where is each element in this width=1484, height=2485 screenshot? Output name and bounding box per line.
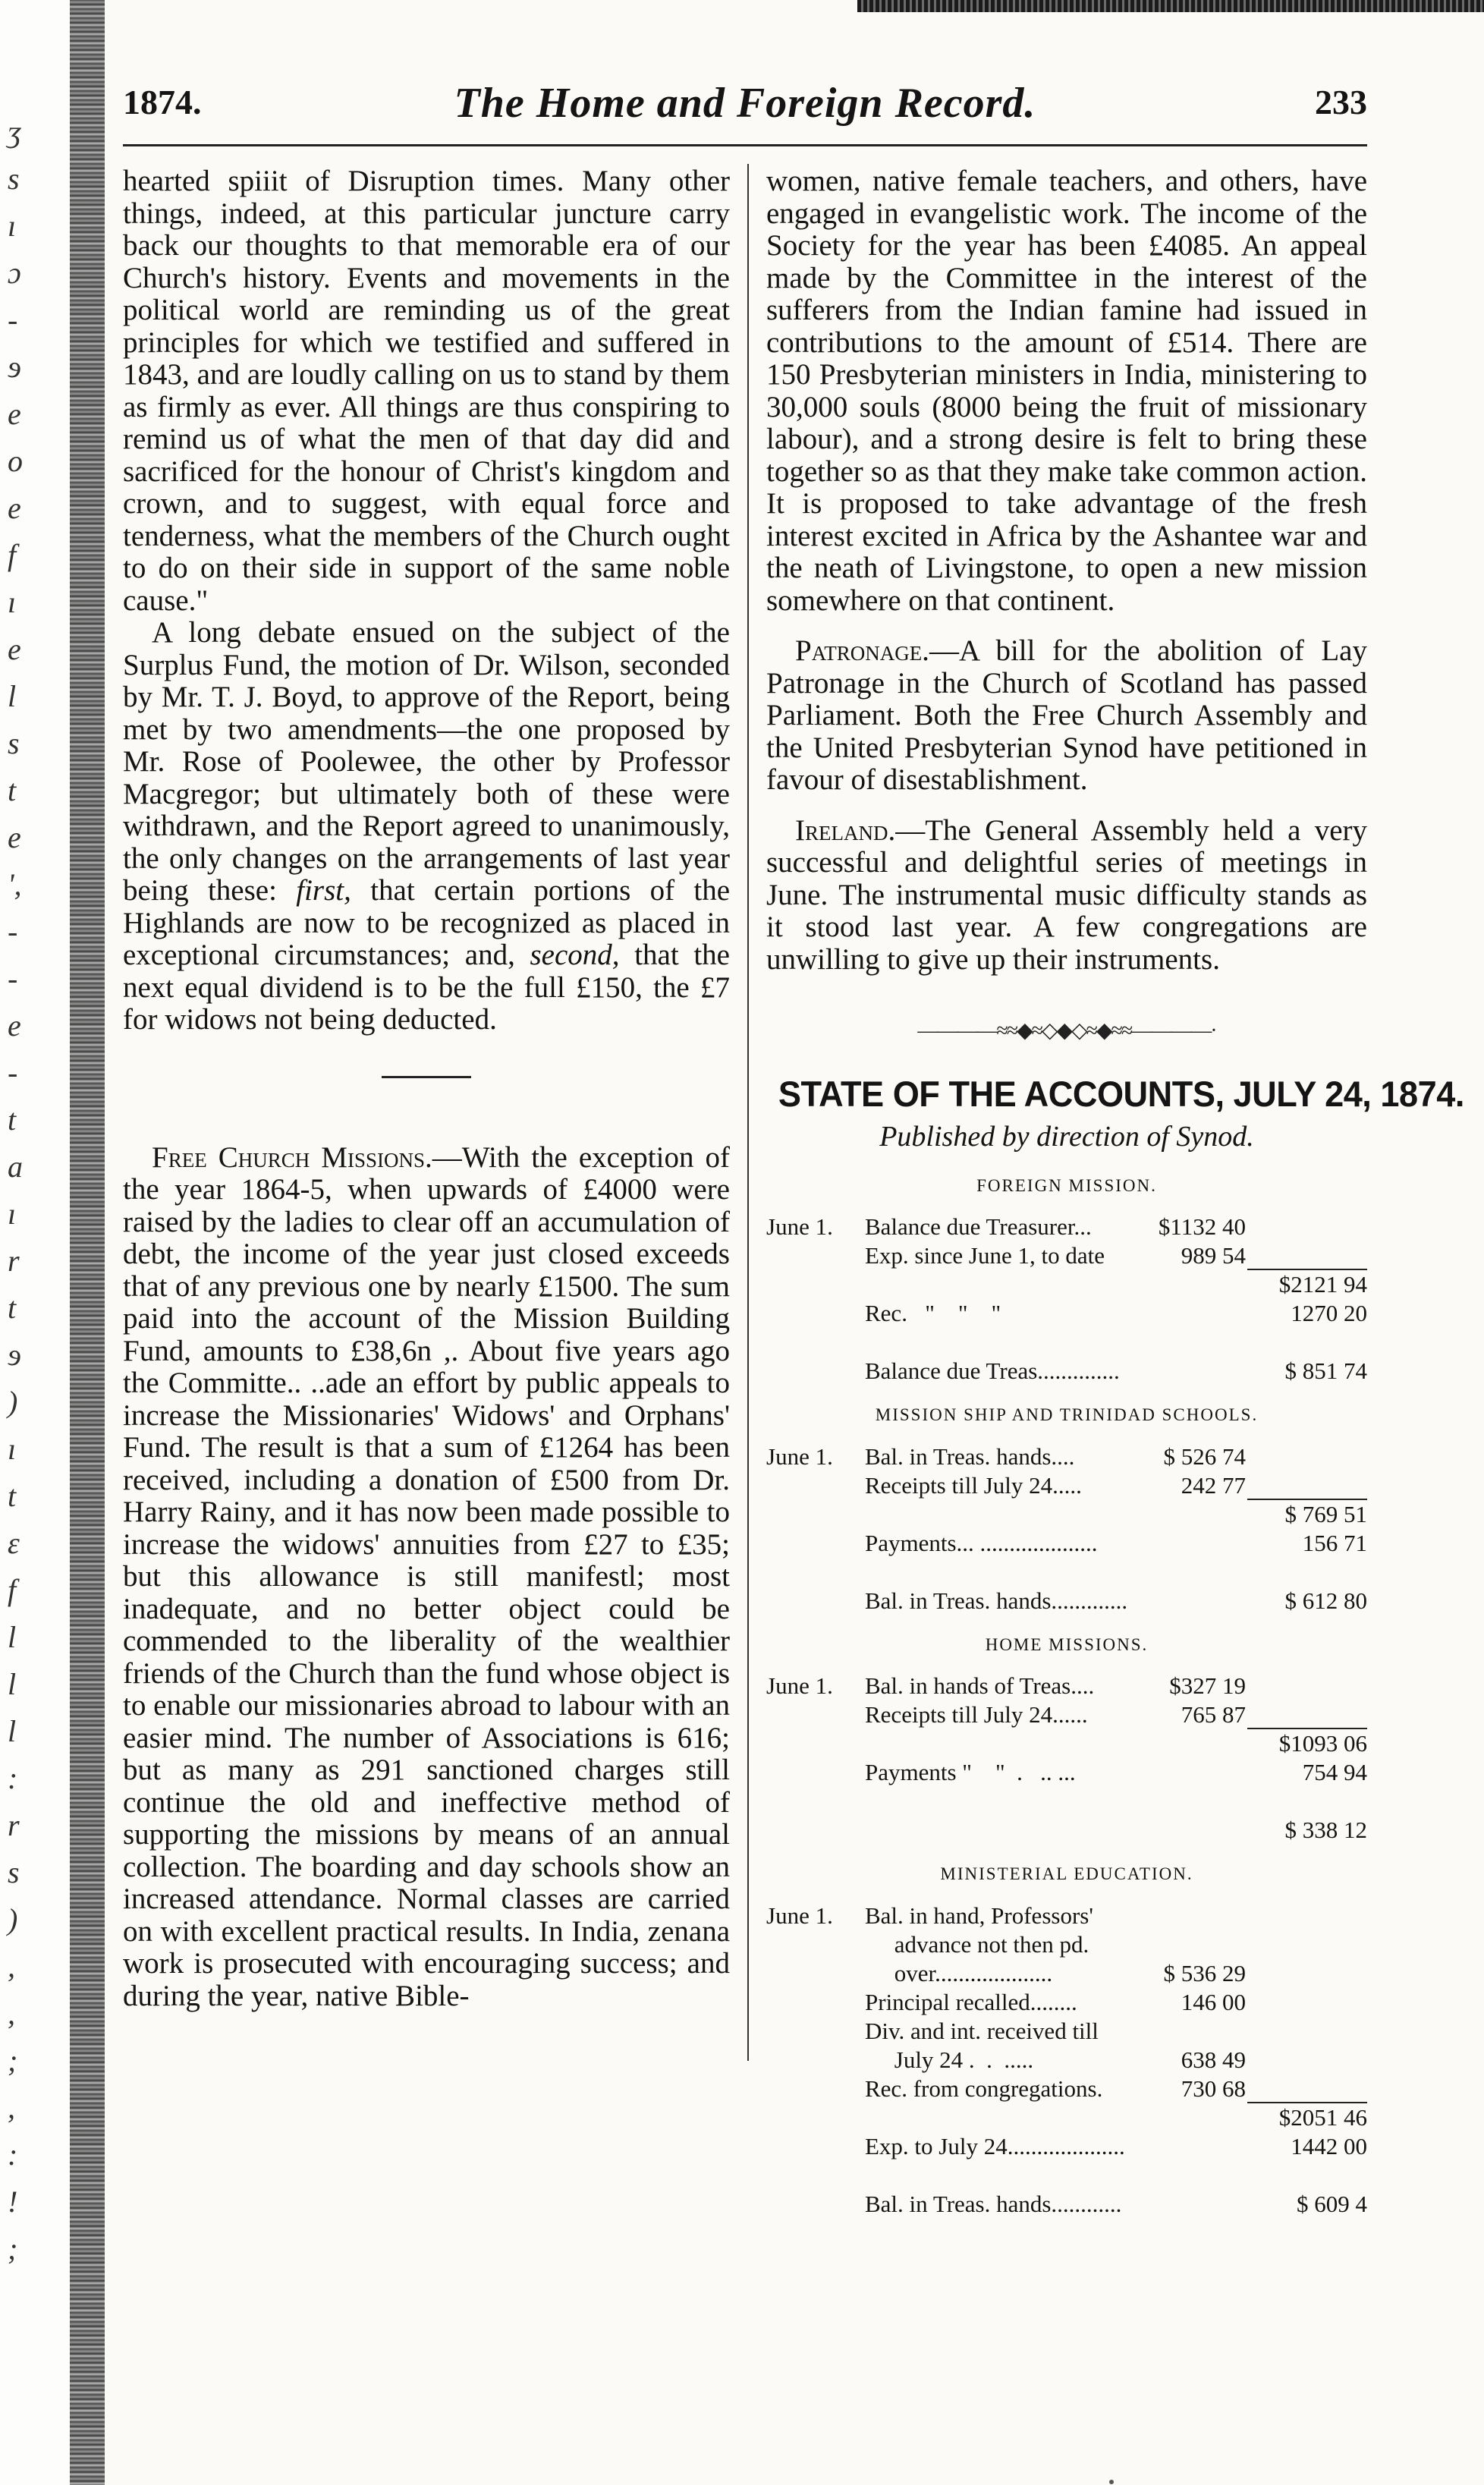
section-heading-missions: Free Church Missions. [152, 1140, 432, 1174]
gutter-mark: e [8, 491, 21, 525]
gutter-mark: ı [8, 1432, 17, 1466]
paragraph-ireland: Ireland.—The General Assembly held a very successful and delightful series of meetings in June. The instrumental music difficulty stands as it stood last year. A few congregations are unwilling to give up their instruments. [766, 813, 1367, 976]
gutter-mark: ) [8, 1385, 18, 1419]
accounts-row [766, 1442, 1367, 1471]
row-label: advance not then pd. [865, 1930, 1089, 1958]
gutter-mark: l [8, 1620, 17, 1654]
section-heading-patronage: Patronage. [795, 634, 929, 667]
accounts-row [766, 1729, 1367, 1758]
accounts-row [766, 1241, 1367, 1270]
accounts-section-heading: MISSION SHIP AND TRINIDAD SCHOOLS. [875, 1405, 1259, 1424]
accounts-row [766, 1787, 1367, 1816]
running-header [123, 82, 1367, 127]
sum-rule [1247, 1269, 1367, 1270]
row-amount: 242 77 [1181, 1471, 1246, 1499]
row-label: Principal recalled........ [865, 1988, 1077, 2015]
row-date: June 1. [766, 1901, 833, 1929]
gutter-mark: r [8, 1244, 20, 1278]
accounts-section-heading: HOME MISSIONS. [985, 1634, 1149, 1654]
row-label: July 24 . . ..... [865, 2046, 1034, 2073]
accounts-row [766, 2132, 1367, 2161]
row-label: Exp. to July 24.................... [865, 2132, 1125, 2159]
gutter-mark: s [8, 726, 20, 760]
sum-rule [1247, 2102, 1367, 2103]
row-total: $ 612 80 [1284, 1587, 1367, 1614]
header-year: 1874. [123, 83, 202, 121]
gutter-mark: ı [8, 209, 17, 243]
gutter-mark: , [8, 2090, 15, 2125]
scan-edge-bar [857, 0, 1484, 12]
accounts-row [766, 1758, 1367, 1787]
accounts-row [766, 1558, 1367, 1587]
gutter-mark: - [8, 961, 18, 996]
row-date: June 1. [766, 1442, 833, 1470]
row-label: Bal. in hand, Professors' [865, 1901, 1093, 1929]
gutter-mark: - [8, 914, 18, 948]
row-label: Bal. in hands of Treas.... [865, 1672, 1095, 1699]
row-label: Rec. from congregations. [865, 2075, 1103, 2102]
row-amount: 989 54 [1181, 1242, 1246, 1269]
row-label: Receipts till July 24...... [865, 1701, 1088, 1728]
row-label: Payments... .................... [865, 1529, 1098, 1556]
accounts-row [766, 1700, 1367, 1729]
column-divider [747, 164, 749, 2061]
gutter-mark: ! [8, 2185, 18, 2219]
accounts-row [766, 2017, 1367, 2046]
right-column [766, 165, 1464, 2219]
accounts-row [766, 2190, 1367, 2219]
gutter-mark: ; [8, 2232, 18, 2266]
paragraph-disruption: hearted spiiit of Disruption times. Many other things, indeed, at this particular juncture carry back our thoughts to that memorable era of our Church's history. Events and movements in the political world are reminding us of the great principles for which we testified and suffered in 1843, and are loudly calling on us to stand by them as firmly as ever. All things are thus conspiring to remind us of what the men of that day did and sacrificed for the honour of Christ's kingdom and crown, and to suggest, with equal force and tenderness, what the members of the Church ought to do on their side in support of the same noble cause." [123, 165, 730, 617]
row-total: $ 338 12 [1284, 1817, 1367, 1843]
stray-mark [1109, 2480, 1114, 2484]
gutter-mark: r [8, 1808, 20, 1842]
row-amount: $ 526 74 [1163, 1442, 1246, 1470]
accounts-row [766, 1672, 1367, 1700]
accounts-row [766, 2161, 1367, 2190]
gutter-mark: : [8, 2137, 18, 2172]
accounts-table [766, 1170, 1367, 2219]
sum-rule [1247, 1499, 1367, 1500]
row-label: Balance due Treas.............. [865, 1357, 1120, 1384]
gutter-mark: - [8, 1055, 18, 1090]
row-total: 156 71 [1302, 1529, 1367, 1556]
gutter-mark: e [8, 397, 21, 431]
gutter-mark: , [8, 1949, 15, 1983]
accounts-row [766, 1988, 1367, 2017]
accounts-subtitle: Published by direction of Synod. [879, 1121, 1254, 1153]
gutter-mark: o [8, 444, 23, 478]
gutter-mark: : [8, 1761, 18, 1795]
accounts-row [766, 1357, 1367, 1386]
gutter-mark: ) [8, 1902, 18, 1936]
row-total: $2051 46 [1278, 2103, 1367, 2131]
section-heading-ireland: Ireland. [795, 813, 896, 847]
row-total: $ 851 74 [1284, 1357, 1367, 1384]
accounts-section-heading: FOREIGN MISSION. [976, 1175, 1157, 1195]
gutter-mark: , [8, 1996, 15, 2030]
accounts-row [766, 1328, 1367, 1357]
accounts-row [766, 2046, 1367, 2075]
gutter-mark: ɔ [8, 256, 21, 290]
gutter-mark: ı [8, 1197, 17, 1231]
row-label: Bal. in Treas. hands............. [865, 1587, 1128, 1614]
gutter-mark: s [8, 1855, 20, 1889]
accounts-row [766, 1270, 1367, 1299]
gutter-mark: ı [8, 585, 17, 619]
section-divider-rule [382, 1076, 471, 1078]
row-label: Balance due Treasurer... [865, 1213, 1092, 1240]
accounts-row [766, 1816, 1367, 1845]
gutter-mark: ɘ [8, 1338, 21, 1372]
row-total: $ 769 51 [1284, 1500, 1367, 1527]
header-page-number: 233 [1315, 83, 1367, 121]
gutter-mark: t [8, 1103, 17, 1137]
row-label: Bal. in Treas. hands.... [865, 1442, 1075, 1470]
row-total: 1270 20 [1291, 1300, 1367, 1326]
gutter-mark: f [8, 538, 17, 572]
accounts-row [766, 1930, 1367, 1959]
gutter-mark: ɘ [8, 350, 21, 384]
row-label: Exp. since June 1, to date [865, 1242, 1105, 1269]
header-rule [123, 144, 1367, 146]
accounts-row [766, 1213, 1367, 1241]
gutter-mark: e [8, 820, 21, 854]
accounts-row [766, 2103, 1367, 2132]
gutter-mark: l [8, 1667, 17, 1701]
row-date: June 1. [766, 1672, 833, 1699]
row-total: $2121 94 [1278, 1271, 1367, 1298]
row-amount: 730 68 [1181, 2075, 1246, 2102]
ornamental-divider: ————≈≈◆≈◇◆◇≈◆≈≈————· [917, 1019, 1216, 1043]
accounts-row [766, 1471, 1367, 1500]
paragraph-patronage: Patronage.—A bill for the abolition of Lay Patronage in the Church of Scotland has passed Parliament. Both the Free Church Assembly and the United Presbyterian Synod have petitioned in favour of disestablishment. [766, 634, 1367, 796]
accounts-row [766, 1959, 1367, 1988]
row-amount: $327 19 [1169, 1672, 1246, 1699]
row-total: 754 94 [1302, 1759, 1367, 1785]
paragraph-bible-women: women, native female teachers, and others, have engaged in evangelistic work. The income of the Society for the year has been £4085. An appeal made by the Committee in the interest of the sufferers from the Indian famine had issued in contributions to the amount of £514. There are 150 Presbyterian ministers in India, ministering to 30,000 souls (8000 being the fruit of missionary labour), and a strong desire is felt to bring these together so as that they make take common action. It is proposed to take advantage of the fresh interest excited in Africa by the Ashantee war and the neath of Livingstone, to open a new mission somewhere on that continent. [766, 165, 1367, 617]
row-total: 1442 00 [1291, 2132, 1367, 2159]
gutter-mark: a [8, 1150, 23, 1184]
row-label: Receipts till July 24..... [865, 1471, 1082, 1499]
gutter-mark: t [8, 1291, 17, 1325]
gutter-mark: t [8, 1479, 17, 1513]
row-amount: $1132 40 [1158, 1213, 1246, 1240]
gutter-mark: ; [8, 2043, 18, 2078]
row-total: $1093 06 [1278, 1730, 1367, 1757]
row-label: Rec. " " " [865, 1300, 1001, 1326]
accounts-row [766, 2075, 1367, 2103]
accounts-row [766, 1299, 1367, 1328]
gutter-mark: - [8, 303, 18, 337]
accounts-section-heading: MINISTERIAL EDUCATION. [940, 1864, 1193, 1883]
accounts-row [766, 1587, 1367, 1615]
row-label: Payments " " . .. ... [865, 1759, 1076, 1785]
row-total: $ 609 4 [1297, 2190, 1367, 2217]
gutter-mark: l [8, 679, 17, 713]
accounts-title: STATE OF THE ACCOUNTS, JULY 24, 1874. [778, 1073, 1464, 1114]
header-title: The Home and Foreign Record. [454, 80, 1036, 127]
paragraph-surplus-fund: A long debate ensued on the subject of the Surplus Fund, the motion of Dr. Wilson, seconded by Mr. T. J. Boyd, to approve of the Report, being met by two amendments—the one proposed by Mr. Rose of Poolewee, the other by Professor Macgregor; but ultimately both of these were withdrawn, and the Report agreed to unanimously, the only changes on the arrangements of last year being these: first, that certain portions of the Highlands are now to be recognized as placed in exceptional circumstances; and, second, that the next equal dividend is to be the full £150, the £7 for widows not being deducted. [123, 616, 731, 1036]
gutter-mark: t [8, 773, 17, 807]
gutter-mark: s [8, 162, 20, 196]
accounts-row [766, 1529, 1367, 1558]
accounts-row [766, 1500, 1367, 1529]
accounts-row [766, 1901, 1367, 1930]
row-amount: 146 00 [1181, 1988, 1246, 2015]
gutter-mark: l [8, 1714, 17, 1748]
row-amount: $ 536 29 [1163, 1959, 1246, 1986]
gutter-mark: e [8, 632, 21, 666]
page-binding-edge [70, 0, 105, 2485]
row-date: June 1. [766, 1213, 833, 1240]
row-label: over.................... [865, 1959, 1053, 1986]
row-amount: 765 87 [1181, 1701, 1246, 1728]
gutter-mark: ʒ [8, 115, 21, 149]
left-column [123, 165, 730, 2012]
sum-rule [1247, 1728, 1367, 1729]
row-label: Div. and int. received till [865, 2017, 1099, 2044]
gutter-mark: ', [8, 867, 22, 901]
row-amount: 638 49 [1181, 2046, 1246, 2073]
row-label: Bal. in Treas. hands............ [865, 2190, 1122, 2217]
paragraph-free-church-missions: Free Church Missions.—With the exception of the year 1864-5, when upwards of £4000 were raised by the ladies to clear off an accumulation of debt, the income of the year just closed exceeds that of any previous one by nearly £1500. The sum paid into the account of the Mission Building Fund, amounts to £38,6n ,. About five years ago the Committe.. ..ade an effort by public appeals to increase the Missionaries' Widows' and Orphans' Fund. The result is that a sum of £1264 has been received, including a donation of £500 from Dr. Harry Rainy, and it has now been made possible to increase the widows' annuities from £27 to £35; but this allowance is still manifestl; most inadequate, and no better object could be commended to the liberality of the wealthier friends of the Church than the fund whose object is to enable our missionaries abroad to labour with an easier mind. The number of Associations is 616; but as many as 291 sanctioned charges still continue the old and ineffective method of supporting the missions by means of an annual collection. The boarding and day schools show an increased attendance. Normal classes are carried on with excellent practical results. In India, zenana work is prosecuted with encouraging success; and during the year, native Bible- [123, 1140, 730, 2012]
gutter-mark: e [8, 1008, 21, 1043]
gutter-mark: ɛ [8, 1526, 20, 1560]
gutter-mark: f [8, 1573, 17, 1607]
